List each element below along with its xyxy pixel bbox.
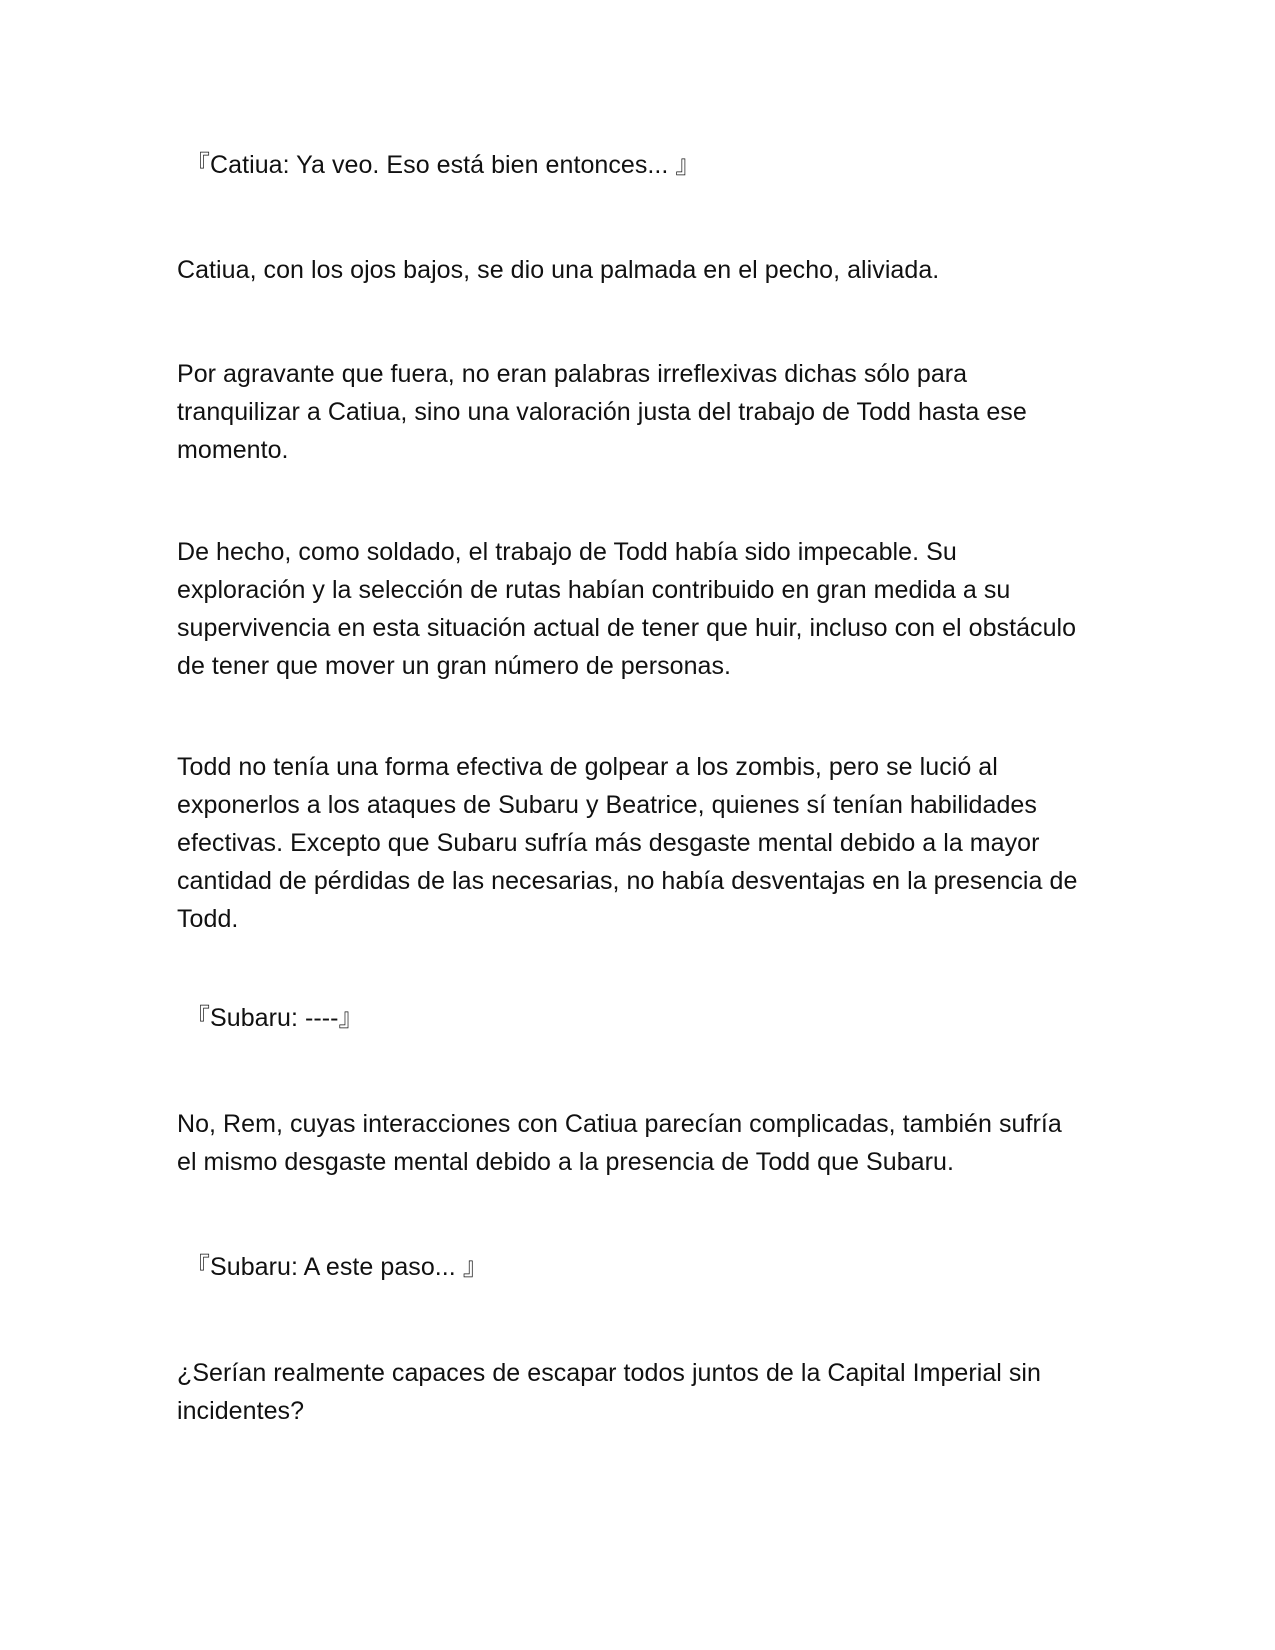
narration-rem-strain: No, Rem, cuyas interacciones con Catiua parecían complicadas, también sufría el mismo desgaste mental debido a la presencia de Todd que Subaru.: [177, 1110, 1062, 1176]
narration-todd-soldier: De hecho, como soldado, el trabajo de Todd había sido impecable. Su exploración y la selección de rutas habían contribuido en gran medida a su supervivencia en esta situación actual de tener que huir, incluso con el obstáculo de tener que mover un gran número de personas.: [177, 538, 1077, 680]
narration-escape-question: ¿Serían realmente capaces de escapar todos juntos de la Capital Imperial sin incidentes?: [177, 1359, 1041, 1425]
dialogue-subaru-silence: 『Subaru: ----』: [185, 1004, 364, 1032]
dialogue-subaru-pace: 『Subaru: A este paso... 』: [185, 1253, 488, 1281]
narration-todd-zombies: Todd no tenía una forma efectiva de golpear a los zombis, pero se lució al exponerlos a los ataques de Subaru y Beatrice, quienes sí tenían habilidades efectivas. Excepto que Subaru sufría más desgaste mental debido a la mayor cantidad de pérdidas de las necesarias, no había desventajas en la presencia de Todd.: [177, 753, 1078, 933]
narration-catiua-chest: Catiua, con los ojos bajos, se dio una palmada en el pecho, aliviada.: [177, 256, 940, 284]
dialogue-catiua-relief: 『Catiua: Ya veo. Eso está bien entonces... 』: [185, 151, 701, 179]
narration-todd-assessment: Por agravante que fuera, no eran palabras irreflexivas dichas sólo para tranquilizar a Catiua, sino una valoración justa del trabajo de Todd hasta ese momento.: [177, 360, 1027, 464]
